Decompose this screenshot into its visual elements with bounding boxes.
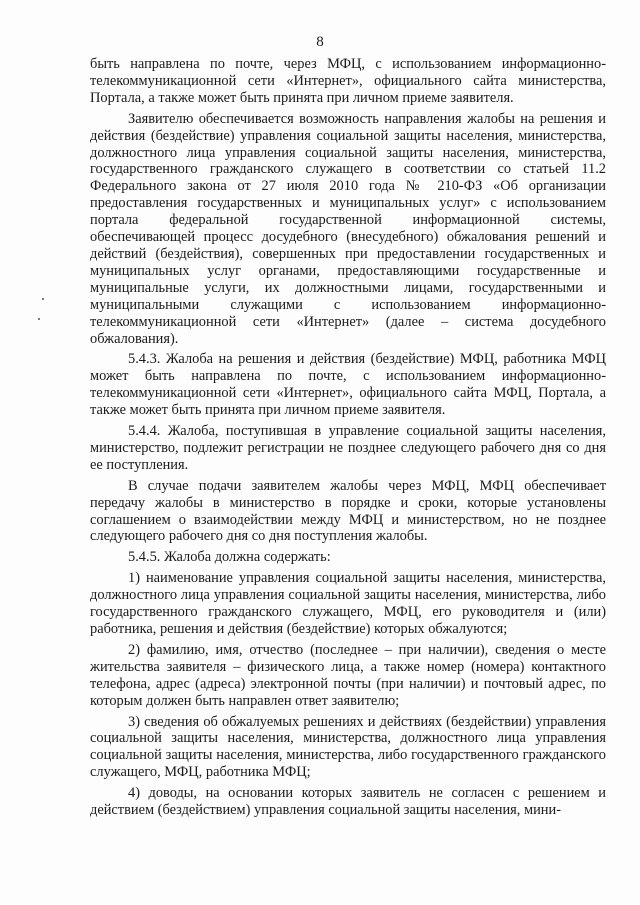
list-item-4: 4) доводы, на основании которых заявитель не согласен с решением и действием (бездействием) управления социальной защиты населения, мини-: [90, 785, 606, 819]
paragraph-5-4-3: 5.4.3. Жалоба на решения и действия (бездействие) МФЦ, работника МФЦ может быть направлена по почте, с использованием информационно-телекоммуникационной сети «Интернет», официального сайта МФЦ, Портала, а также может быть принята при личном приеме заявителя.: [90, 351, 606, 419]
paragraph-pretrial-appeal-system: Заявителю обеспечивается возможность направления жалобы на решения и действия (бездействие) управления социальной защиты населения, министерства, должностного лица управления социальной защиты населения, министерства, государственного гражданского служащего в соответствии со статьей 11.2 Федерального закона от 27 июля 2010 года № 210-ФЗ «Об организации предоставления государственных и муниципальных услуг» с использованием портала федеральной государственной информационной системы, обеспечивающей процесс досудебного (внесудебного) обжалования решений и действий (бездействия), совершенных при предоставлении государственных и муниципальных услуг органами, предоставляющими государственные и муниципальные услуги, их должностными лицами, государственными и муниципальными служащими с использованием информационно-телекоммуникационной сети «Интернет» (далее – система досудебного обжалования).: [90, 110, 606, 347]
scan-speck: [38, 318, 40, 320]
document-body: [90, 56, 606, 823]
paragraph-mfc-transfer: В случае подачи заявителем жалобы через МФЦ, МФЦ обеспечивает передачу жалобы в министерство в порядке и сроки, которые установлены соглашением о взаимодействии между МФЦ и министерством, но не позднее следующего рабочего дня со дня поступления жалобы.: [90, 477, 606, 545]
scan-speck: [42, 298, 44, 300]
list-item-2: 2) фамилию, имя, отчество (последнее – при наличии), сведения о месте жительства заявителя – физического лица, а также номер (номера) контактного телефона, адрес (адреса) электронной почты (при наличии) и почтовый адрес, по которым должен быть направлен ответ заявителю;: [90, 641, 606, 709]
paragraph-5-4-5: 5.4.5. Жалоба должна содержать:: [128, 549, 331, 566]
list-item-3: 3) сведения об обжалуемых решениях и действиях (бездействии) управления социальной защиты населения, министерства, должностного лица управления социальной защиты населения, министерства, либо государственного гражданского служащего, МФЦ, работника МФЦ;: [90, 713, 606, 781]
paragraph-5-4-4: 5.4.4. Жалоба, поступившая в управление социальной защиты населения, министерство, подлежит регистрации не позднее следующего рабочего дня со дня ее поступления.: [90, 423, 606, 473]
paragraph-complaint-submission-continued: быть направлена по почте, через МФЦ, с использованием информационно-телекоммуникационной сети «Интернет», официального сайта министерства, Портала, а также может быть принята при личном приеме заявителя.: [90, 56, 606, 106]
list-item-1: 1) наименование управления социальной защиты населения, министерства, должностного лица управления социальной защиты населения, министерства, либо государственного гражданского служащего, МФЦ, его руководителя и (или) работника, решения и действия (бездействие) которых обжалуются;: [90, 570, 606, 637]
page-number: 8: [316, 34, 324, 50]
